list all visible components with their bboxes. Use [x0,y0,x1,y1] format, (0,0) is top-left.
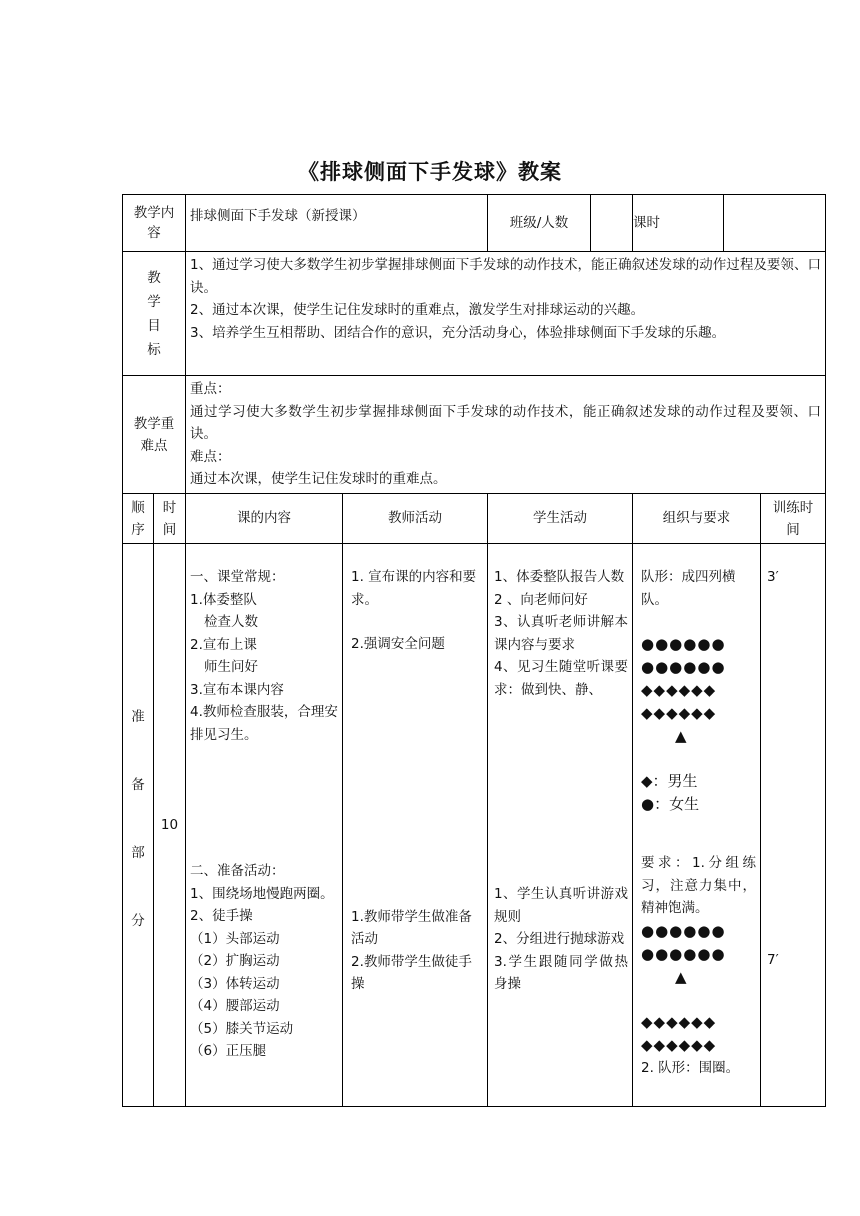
formation-row-male: ◆◆◆◆◆◆ [641,1035,717,1054]
org-formation-2: 2. 队形：围圈。 [641,1059,740,1076]
teacher-line: 2.教师带学生做徒手操 [351,953,472,992]
col-time: 时间 [154,494,186,544]
student-line: 3、认真听老师讲解本课内容与要求 [494,614,628,653]
content-line: （2）扩胸运动 [190,953,280,969]
train-time-1: 3′ [767,569,779,585]
train-time-2: 7′ [767,951,779,968]
col-content: 课的内容 [186,494,343,544]
formation-row-male: ◆◆◆◆◆◆ [641,704,717,722]
col-train-time: 训练时间 [761,494,826,544]
goal-item-2: 2、通过本次课，使学生记住发球时的重难点，激发学生对排球运动的兴趣。 [190,302,645,318]
column-header-row [123,494,826,544]
legend-male: ◆：男生 [641,772,698,790]
col-org: 组织与要求 [633,494,761,544]
student-line: 2、分组进行抛球游戏 [494,931,625,947]
content-line: 检查人数 [204,614,258,630]
student-line: 4、见习生随堂听课要求：做到快、静、 [494,659,628,698]
lesson-plan-table [122,194,826,1107]
teacher-line: 1.教师带学生做准备活动 [351,908,472,947]
col-student: 学生活动 [488,494,633,544]
section-row [123,544,826,1107]
teacher-triangle-icon: ▲ [675,727,688,745]
student-line: 2 、向老师问好 [494,591,588,608]
goal-item-1: 1、通过学习使大多数学生初步掌握排球侧面下手发球的动作技术，能正确叙述发球的动作过程及要领、口诀。 [190,257,821,296]
content-line: （5）膝关节运动 [190,1020,294,1037]
content-line: （1）头部运动 [190,930,280,947]
goal-item-3: 3、培养学生互相帮助、团结合作的意识，充分活动身心，体验排球侧面下手发球的乐趣。 [190,324,726,341]
goals-label: 教学目标 [147,269,161,358]
difficult-title: 难点： [190,448,231,465]
org-formation: 队形：成四列横队。 [641,569,736,608]
formation-row-female: ●●●●●● [641,658,726,676]
content-line: 4.教师检查服装，合理安排见习生。 [190,704,338,743]
content-line: 2.宣布上课 [190,636,257,653]
content-line: （4）腰部运动 [190,998,280,1014]
student-line: 1、学生认真听讲游戏规则 [494,886,628,925]
content-line: 3.宣布本课内容 [190,681,284,698]
content-label: 教学内容 [123,195,186,252]
page-title: 《排球侧面下手发球》教案 [298,160,562,184]
content-line: 师生问好 [204,659,258,675]
teacher-triangle-icon: ▲ [675,967,688,986]
formation-row-female: ●●●●●● [641,944,726,963]
period-label: 课时 [633,195,724,251]
period-value[interactable] [724,195,825,251]
content-line: 1、围绕场地慢跑两圈。 [190,885,334,902]
content-line: 2、徒手操 [190,908,253,924]
col-teacher: 教师活动 [343,494,488,544]
content-line: （6）正压腿 [190,1043,267,1059]
formation-row-male: ◆◆◆◆◆◆ [641,1012,717,1031]
formation-row-male: ◆◆◆◆◆◆ [641,681,717,699]
content-line: 二、准备活动： [190,863,285,879]
difficult-text: 通过本次课，使学生记住发球时的重难点。 [190,471,447,487]
content-line: （3）体转运动 [190,975,280,992]
key-points-row [123,376,826,494]
key-points-label: 教学重难点 [133,415,175,454]
goals-row [123,252,826,376]
content-value: 排球侧面下手发球（新授课） [190,207,366,224]
class-label: 班级/人数 [488,195,591,251]
col-order: 顺序 [123,494,154,544]
student-line: 1、体委整队报告人数 [494,569,625,585]
key-title: 重点： [190,381,231,397]
class-value[interactable] [591,195,632,251]
legend-female: ●：女生 [641,795,700,813]
section-name: 准备部分 [131,709,145,929]
formation-row-female: ●●●●●● [641,921,726,940]
teacher-line: 2.强调安全问题 [351,636,445,652]
section-time: 10 [154,544,186,1107]
content-line: 1.体委整队 [190,591,257,608]
student-line: 3.学生跟随同学做热身操 [494,953,628,992]
teacher-line: 1. 宣布课的内容和要求。 [351,569,477,608]
header-row [123,195,826,252]
org-requirement: 要求：1.分组练习，注意力集中，精神饱满。 [641,855,756,916]
key-text: 通过学习使大多数学生初步掌握排球侧面下手发球的动作技术，能正确叙述发球的动作过程及要领、口诀。 [190,403,821,442]
formation-row-female: ●●●●●● [641,635,726,653]
content-line: 一、课堂常规： [190,569,285,585]
